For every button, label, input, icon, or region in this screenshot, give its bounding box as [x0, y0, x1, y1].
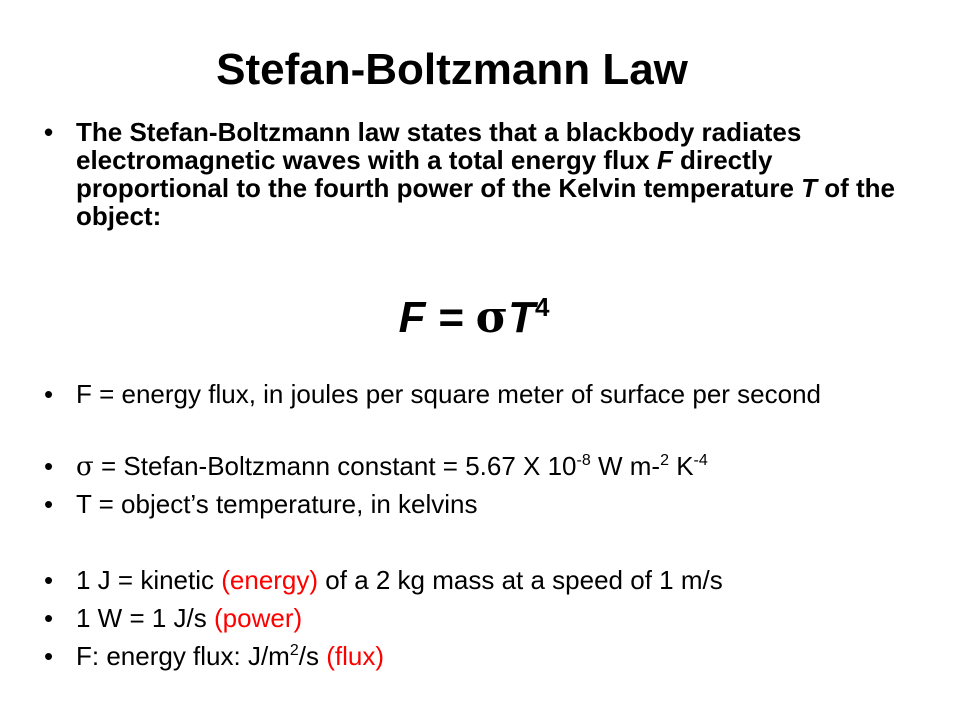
sigma-def-a: = Stefan-Boltzmann constant = 5.67 X 10 [93, 451, 577, 481]
sigma-definition-text [76, 452, 904, 481]
intro-var-t: T [801, 173, 818, 203]
flux-definition-bullet [44, 380, 904, 408]
intro-part2: directly proportional to the fourth power of the Kelvin temperature [76, 145, 802, 203]
intro-bullet [44, 118, 904, 230]
bullet-dot: • [44, 603, 54, 633]
sigma-exp-3: -4 [693, 452, 708, 469]
bullet-dot: • [44, 117, 54, 147]
slide-title: Stefan-Boltzmann Law [216, 45, 688, 94]
intro-var-f: F [656, 145, 673, 175]
equation-sigma: σ [475, 292, 509, 343]
intro-part3: of the object: [76, 173, 896, 231]
joule-bullet [44, 566, 904, 594]
bullet-dot: • [44, 565, 54, 595]
flux-units-text [76, 642, 904, 670]
watt-text [76, 604, 904, 632]
sigma-definition-bullet [44, 452, 904, 481]
temperature-definition-bullet [44, 490, 904, 518]
flux-definition-text: F = energy flux, in joules per square meter of surface per second [76, 379, 821, 409]
bullet-dot: • [44, 451, 54, 481]
stefan-boltzmann-equation [0, 282, 948, 343]
temperature-definition-text: T = object’s temperature, in kelvins [76, 489, 478, 519]
bullet-dot: • [44, 489, 54, 519]
intro-part1: The Stefan-Boltzmann law states that a blackbody radiates electromagnetic waves with a total energy flux [76, 117, 802, 175]
flux-exponent: 2 [289, 642, 299, 659]
watt-bullet [44, 604, 904, 632]
intro-text [76, 118, 904, 230]
watt-part-a: 1 W = 1 J/s [76, 603, 214, 633]
equation-exponent: 4 [534, 292, 550, 322]
flux-units-bullet [44, 642, 904, 670]
flux-label: (flux) [326, 641, 384, 671]
equation-lhs: F = [398, 293, 476, 342]
equation-var: T [508, 293, 535, 342]
sigma-def-c: K [668, 451, 694, 481]
joule-energy-label: (energy) [221, 565, 319, 595]
bullet-dot: • [44, 641, 54, 671]
sigma-symbol: σ [76, 452, 94, 482]
sigma-exp-1: -8 [576, 452, 591, 469]
flux-part-b: /s [298, 641, 327, 671]
watt-power-label: (power) [214, 603, 303, 633]
joule-text [76, 566, 904, 594]
sigma-exp-2: 2 [660, 452, 669, 469]
flux-part-a: F: energy flux: J/m [76, 641, 290, 671]
sigma-def-b: W m- [590, 451, 661, 481]
joule-part-a: 1 J = kinetic [76, 565, 222, 595]
bullet-dot: • [44, 379, 54, 409]
joule-part-b: of a 2 kg mass at a speed of 1 m/s [318, 565, 723, 595]
